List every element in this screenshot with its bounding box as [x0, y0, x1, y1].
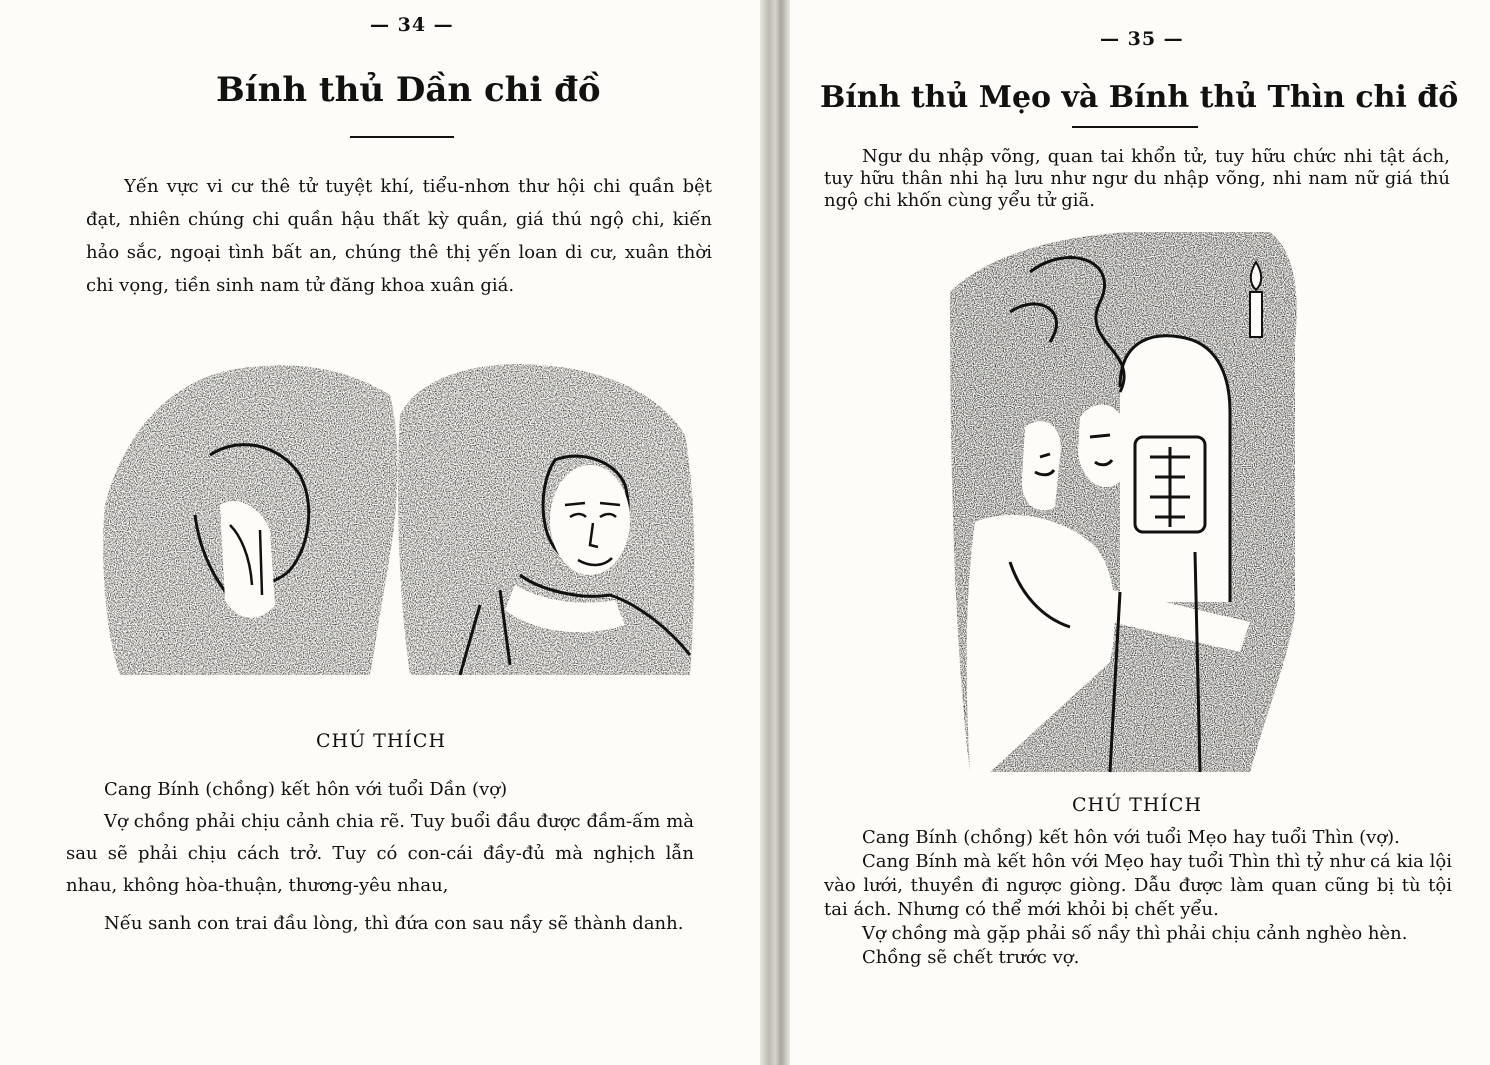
woodcut-illustration-altar — [950, 232, 1310, 777]
note-3: Vợ chồng mà gặp phải số nầy thì phải chịu cảnh nghèo hèn. — [862, 923, 1408, 944]
note-1: Cang Bính (chồng) kết hôn với tuổi Dần (vợ) — [104, 779, 508, 800]
page-number: — 34 — — [370, 14, 454, 36]
caption-heading: CHÚ THÍCH — [1072, 794, 1203, 816]
notes — [66, 774, 694, 940]
title-rule — [1072, 126, 1198, 128]
woodcut-illustration-couple — [100, 355, 700, 685]
caption-heading: CHÚ THÍCH — [316, 730, 447, 752]
title-rule — [350, 136, 454, 138]
page-title: Bính thủ Dần chi đồ — [216, 70, 601, 110]
notes — [824, 826, 1452, 970]
note-1: Cang Bính (chồng) kết hôn với tuổi Mẹo hay tuổi Thìn (vợ). — [862, 827, 1400, 848]
right-page — [790, 0, 1490, 1065]
note-2: Cang Bính mà kết hôn với Mẹo hay tuổi Thìn thì tỷ như cá kia lội vào lưới, thuyền đi ngược giòng. Dẫu được làm quan cũng bị tù tội tai ách. Nhưng có thể mới khỏi bị chết yểu. — [824, 851, 1452, 920]
intro-text: Yến vực vi cư thê tử tuyệt khí, tiểu-nhơn thư hội chi quần bệt đạt, nhiên chúng chi quần hậu thất kỳ quần, giá thú ngộ chi, kiến hảo sắc, ngoại tình bất an, chúng thê thị yến loan di cư, xuân thời chi vọng, tiền sinh nam tử đăng khoa xuân giá. — [86, 176, 712, 296]
intro-text: Ngư du nhập võng, quan tai khổn tử, tuy hữu chức nhi tật ách, tuy hữu thân nhi hạ lưu như ngư du nhập võng, nhi nam nữ giá thú ngộ chi khốn cùng yểu tử giã. — [824, 146, 1450, 211]
book-binding — [760, 0, 790, 1065]
intro-paragraph — [824, 146, 1450, 212]
note-3: Nếu sanh con trai đầu lòng, thì đứa con sau nầy sẽ thành danh. — [104, 913, 684, 934]
note-4: Chồng sẽ chết trước vợ. — [862, 947, 1080, 968]
note-2: Vợ chồng phải chịu cảnh chia rẽ. Tuy buổi đầu được đầm-ấm mà sau sẽ phải chịu cách trở. Tuy có con-cái đầy-đủ mà nghịch lẫn nhau, không hòa-thuận, thương-yêu nhau, — [66, 811, 694, 896]
page-title: Bính thủ Mẹo và Bính thủ Thìn chi đồ — [820, 80, 1459, 115]
page-number: — 35 — — [1100, 28, 1184, 50]
intro-paragraph — [86, 170, 712, 302]
